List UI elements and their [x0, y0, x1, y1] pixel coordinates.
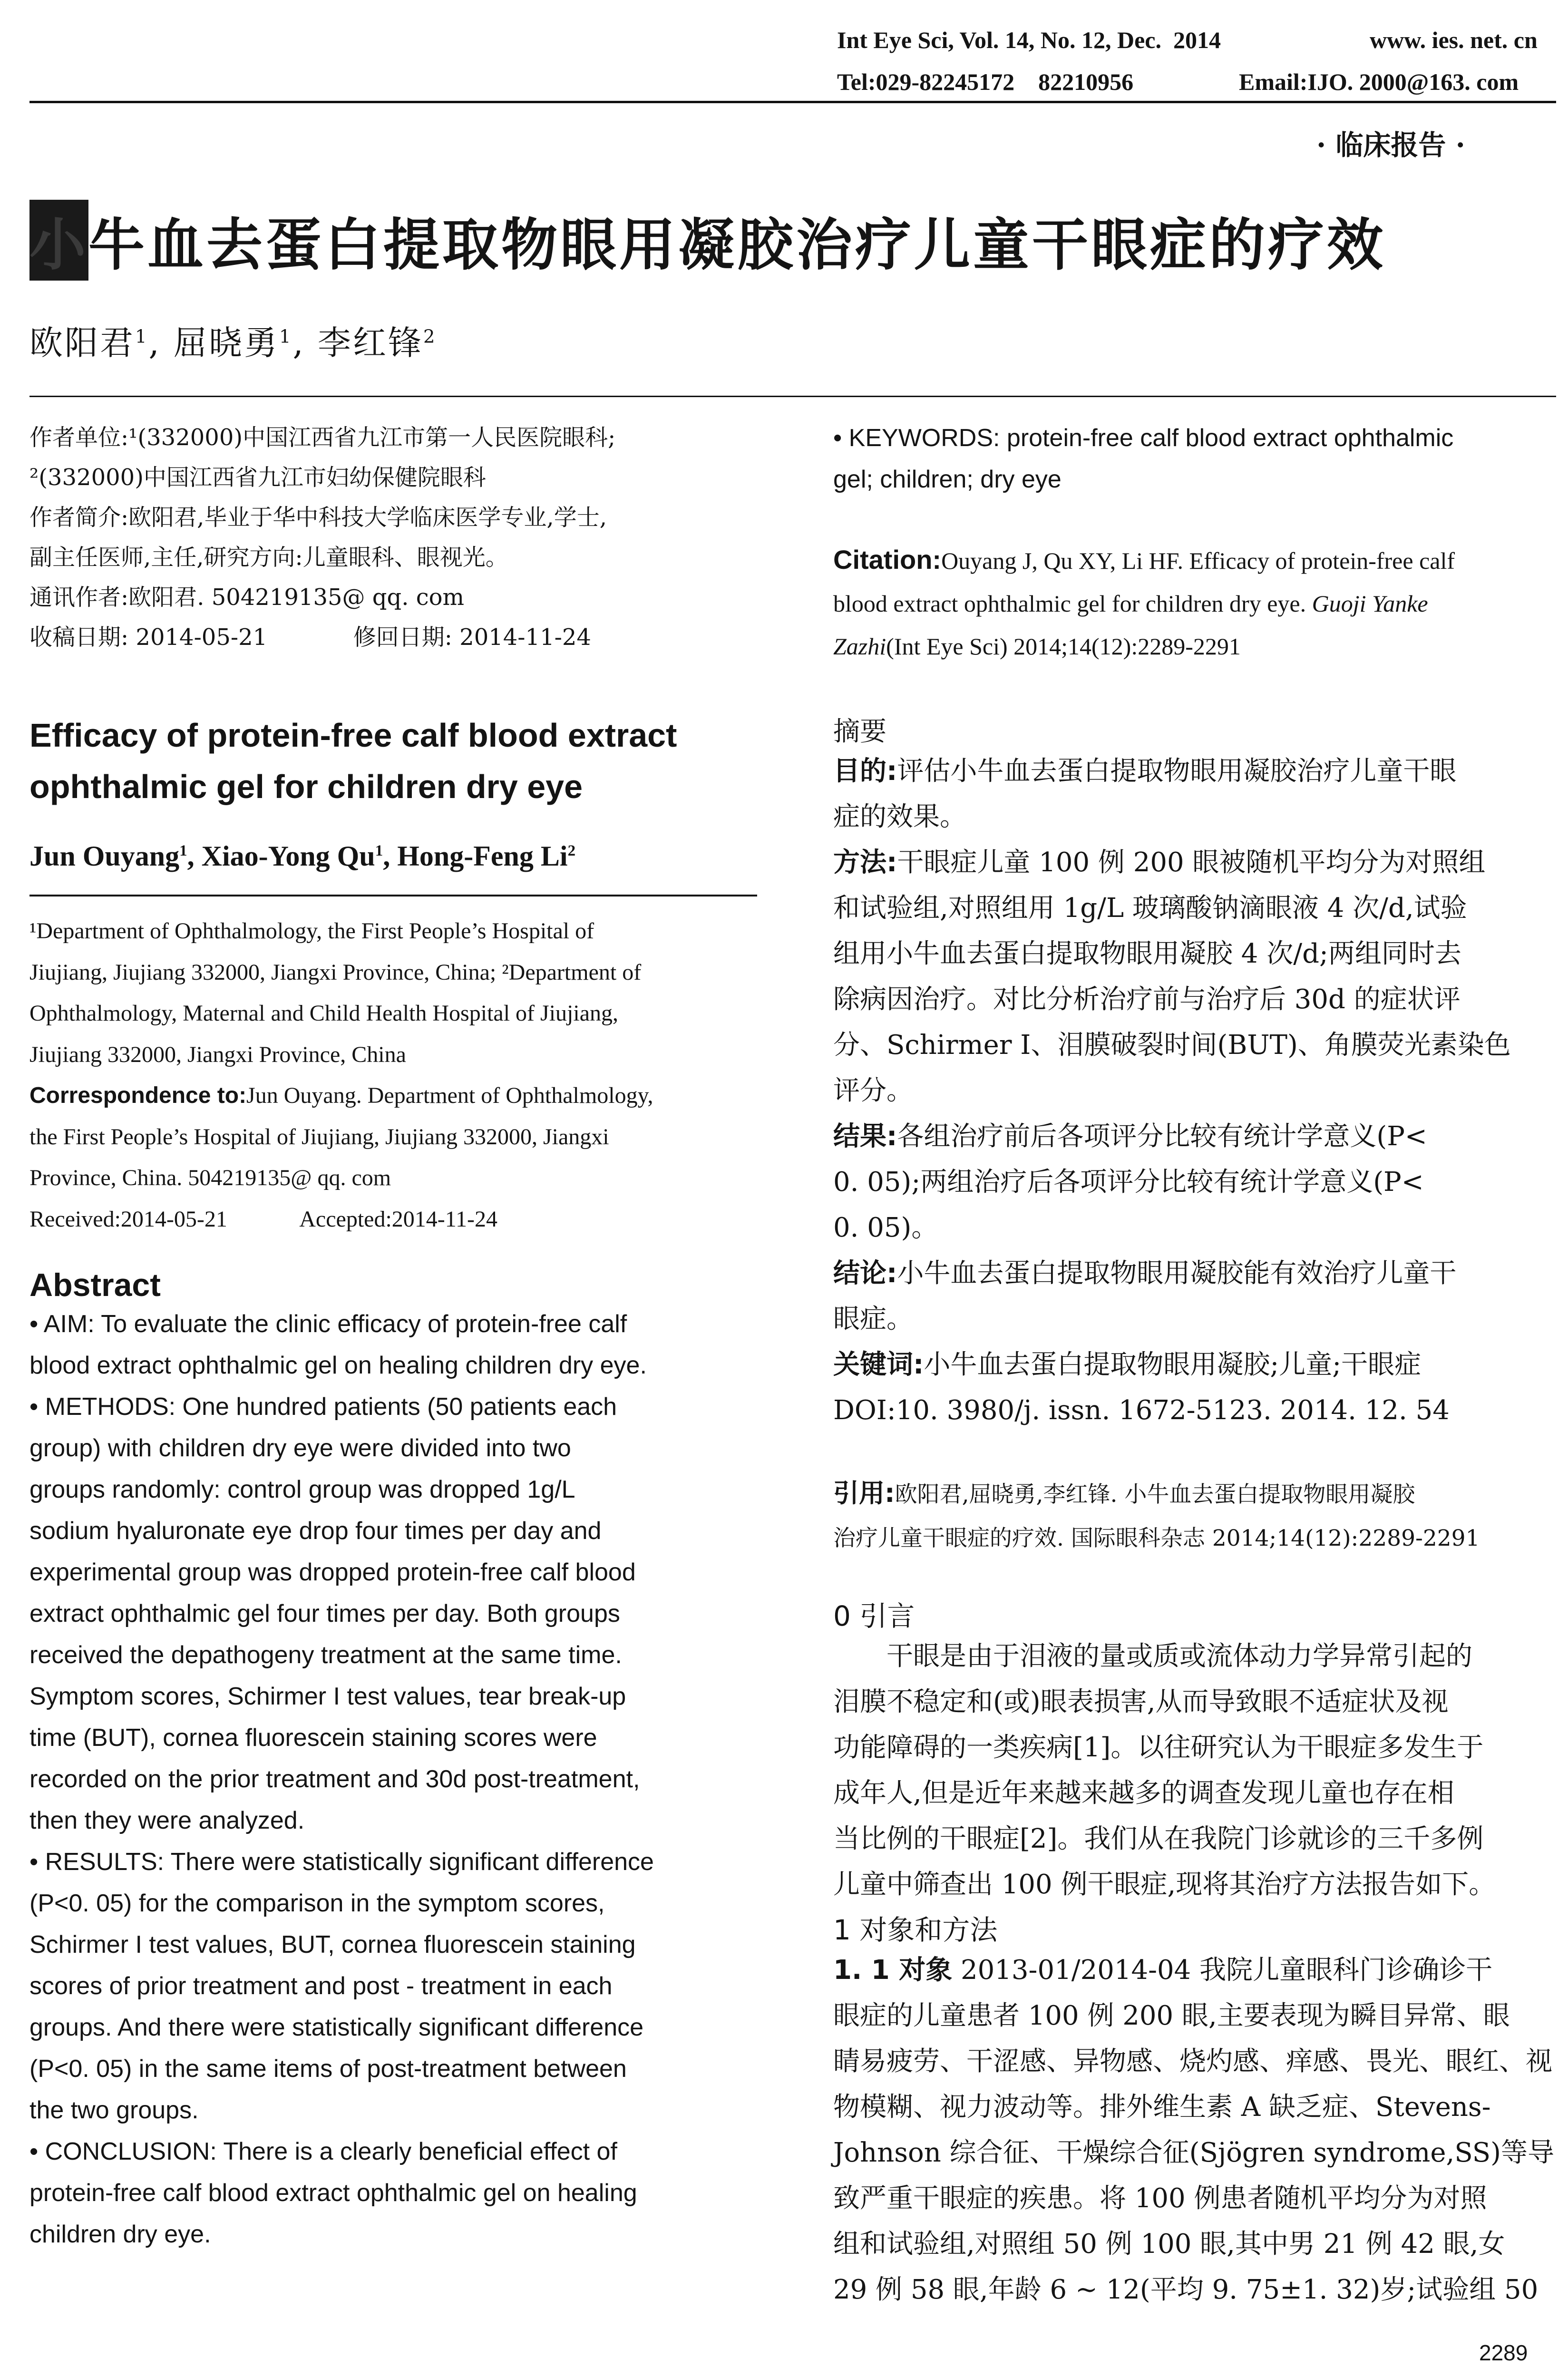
intro-line: 成年人,但是近年来越来越多的调查发现儿童也存在相 [833, 1778, 1454, 1809]
abstract-line: (P<0. 05) for the comparison in the symptom scores, [29, 1890, 605, 1917]
en-affiliation-line: ¹Department of Ophthalmology, the First People’s Hospital of [29, 918, 594, 944]
zhaiyao-text: 0. 05);两组治疗后各项评分比较有统计学意义(P< [833, 1167, 1424, 1198]
abstract-line: sodium hyaluronate eye drop four times per day and [29, 1517, 602, 1545]
zhaiyao-text: 眼症。 [833, 1304, 913, 1335]
en-authors: Jun Ouyang$^1$, Xiao-Yong Qu$^1$, Hong-Feng Li$^2$ [29, 840, 576, 872]
zhaiyao-text: 分、Schirmer Ⅰ、泪膜破裂时间(BUT)、角膜荧光素染色 [833, 1030, 1511, 1061]
zhaiyao-label: 方法: [833, 847, 897, 878]
title-highlight-char: 小 [29, 200, 88, 281]
abstract-line: received the depathogeny treatment at the same time. [29, 1641, 622, 1669]
en-author-name: Xiao-Yong Qu [201, 840, 375, 872]
zhaiyao-label: 结果: [833, 1121, 897, 1152]
abstract-line: groups. And there were statistically significant difference [29, 2014, 644, 2041]
received-date-cn: 收稿日期: 2014-05-21 [29, 624, 268, 651]
intro-line: 干眼是由于泪液的量或质或流体动力学异常引起的 [886, 1641, 1472, 1672]
zhaiyao-item [833, 840, 1556, 886]
en-author-name: Jun Ouyang [29, 840, 180, 872]
abstract-line: (P<0. 05) in the same items of post-treatment between [29, 2055, 627, 2083]
affiliation-line: 作者简介:欧阳君,毕业于华中科技大学临床医学专业,学士, [29, 504, 607, 531]
journal-info: Int Eye Sci, Vol. 14, No. 12, Dec. 2014 [837, 27, 1221, 53]
abstract-line: children dry eye. [29, 2221, 211, 2248]
received-date-en: Received:2014-05-21 [29, 1206, 227, 1232]
abstract-line: time (BUT), cornea fluorescein staining scores were [29, 1724, 597, 1752]
title-text: 牛血去蛋白提取物眼用凝胶治疗儿童干眼症的疗效 [88, 212, 1386, 278]
abstract-heading: Abstract [29, 1267, 161, 1303]
section-tag: · 临床报告 · [1316, 129, 1465, 161]
yinyong [833, 1471, 1556, 1560]
zhaiyao-text: 0. 05)。 [833, 1212, 938, 1243]
methods-line: Johnson 综合征、干燥综合征(Sjögren syndrome,SS)等导 [833, 2137, 1554, 2168]
zhaiyao-text: 干眼症儿童 100 例 200 眼被随机平均分为对照组 [897, 847, 1486, 878]
citation-text: blood extract ophthalmic gel for children dry eye. [833, 590, 1306, 617]
en-affiliation-line: Ophthalmology, Maternal and Child Health Hospital of Jiujiang, [29, 1001, 619, 1026]
authors-rule [29, 396, 1556, 397]
intro-line: 当比例的干眼症[2]。我们从在我院门诊就诊的三千多例 [833, 1823, 1484, 1854]
author-sup: 1 [135, 326, 149, 348]
author-sup: 1 [279, 326, 293, 348]
author-name: 欧阳君 [29, 323, 135, 362]
abstract-line: Schirmer I test values, BUT, cornea fluorescein staining [29, 1931, 636, 1958]
correspondence-text: Province, China. 504219135@ qq. com [29, 1165, 391, 1190]
abstract-line: groups randomly: control group was dropped 1g/L [29, 1476, 575, 1503]
abstract-line: then they were analyzed. [29, 1807, 305, 1834]
en-author-name: Hong-Feng Li [397, 840, 568, 872]
citation-journal: Guoji Yanke [1312, 590, 1428, 617]
author-name: 屈晓勇 [174, 323, 280, 362]
en-affiliation-line: Jiujiang, Jiujiang 332000, Jiangxi Province, China; ²Department of [29, 959, 642, 985]
keywords-line: • KEYWORDS: protein-free calf blood extract ophthalmic [833, 424, 1454, 452]
abstract-body [29, 1304, 756, 2255]
keywords [833, 418, 1556, 500]
dates-cn [29, 617, 756, 657]
methods-line: 29 例 58 眼,年龄 6 ~ 12(平均 9. 75±1. 32)岁;试验组 50 [833, 2274, 1539, 2305]
zhaiyao-text: 评分。 [833, 1075, 913, 1106]
methods-line: 组和试验组,对照组 50 例 100 眼,其中男 21 例 42 眼,女 [833, 2229, 1505, 2260]
zhaiyao-text: 组用小牛血去蛋白提取物眼用凝胶 4 次/d;两组同时去 [833, 938, 1461, 969]
en-dates [29, 1199, 756, 1240]
zhaiyao-text: 各组治疗前后各项评分比较有统计学意义(P< [897, 1121, 1427, 1152]
zhaiyao-label: 结论: [833, 1258, 897, 1289]
journal-website: www. ies. net. cn [1370, 27, 1538, 53]
methods-line [833, 1948, 1556, 1993]
author-name: 李红锋 [318, 323, 424, 362]
methods-line: 睛易疲劳、干涩感、异物感、烧灼感、痒感、畏光、眼红、视 [833, 2046, 1552, 2077]
citation-text: Ouyang J, Qu XY, Li HF. Efficacy of protein-free calf [941, 547, 1455, 574]
authors-cn: 欧阳君$^1$, 屈晓勇$^1$, 李红锋$^2$ [29, 323, 437, 362]
zhaiyao-text: 评估小牛血去蛋白提取物眼用凝胶治疗儿童干眼 [897, 756, 1457, 787]
methods-text: 2013-01/2014-04 我院儿童眼科门诊确诊干 [961, 1955, 1493, 1986]
abstract-line: the two groups. [29, 2096, 199, 2124]
en-title-line: Efficacy of protein-free calf blood extract [29, 717, 677, 754]
author-sup: 2 [423, 326, 437, 348]
correspondence-line [29, 1075, 756, 1117]
abstract-line: scores of prior treatment and post - treatment in each [29, 1972, 613, 2000]
affiliation-cn [29, 418, 756, 657]
abstract-line: recorded on the prior treatment and 30d post-treatment, [29, 1765, 640, 1793]
affiliation-line: ²(332000)中国江西省九江市妇幼保健院眼科 [29, 464, 486, 491]
zhaiyao-heading: 摘要 [833, 716, 886, 747]
citation-line [833, 538, 1556, 582]
left-column [29, 418, 756, 2255]
en-authors-rule [29, 895, 757, 896]
intro-heading: 0 引言 [833, 1600, 915, 1632]
abstract-line: experimental group was dropped protein-free calf blood [29, 1559, 636, 1586]
citation-journal: Zazhi [833, 633, 886, 660]
en-title [29, 710, 756, 812]
zhaiyao-text: 小牛血去蛋白提取物眼用凝胶;儿童;干眼症 [924, 1349, 1422, 1380]
en-affiliation [29, 911, 756, 1240]
abstract-line: Symptom scores, Schirmer I test values, tear break-up [29, 1683, 626, 1710]
affiliation-line: 副主任医师,主任,研究方向:儿童眼科、眼视光。 [29, 544, 508, 571]
abstract-line: protein-free calf blood extract ophthalmic gel on healing [29, 2179, 637, 2207]
intro-body [833, 1634, 1556, 1908]
keywords-line: gel; children; dry eye [833, 466, 1062, 493]
methods-heading: 1 对象和方法 [833, 1914, 998, 1946]
journal-phone: Tel:029-82245172 82210956 [837, 68, 1134, 95]
citation [833, 538, 1556, 668]
methods-line: 致严重干眼症的疾患。将 100 例患者随机平均分为对照 [833, 2183, 1487, 2214]
zhaiyao-item [833, 1342, 1556, 1388]
journal-email: Email:IJO. 2000@163. com [1239, 68, 1519, 95]
en-title-line: ophthalmic gel for children dry eye [29, 768, 583, 805]
affiliation-line: 作者单位:¹(332000)中国江西省九江市第一人民医院眼科; [29, 424, 616, 451]
methods-sub-label: 1. 1 对象 [833, 1955, 953, 1986]
zhaiyao-label: 目的: [833, 756, 897, 787]
zhaiyao-item [833, 1114, 1556, 1159]
abstract-line: blood extract ophthalmic gel on healing children dry eye. [29, 1352, 647, 1379]
yinyong-text: 治疗儿童干眼症的疗效. 国际眼科杂志 2014;14(12):2289-2291 [833, 1525, 1480, 1551]
zhaiyao-item [833, 1251, 1556, 1296]
zhaiyao-text: 小牛血去蛋白提取物眼用凝胶能有效治疗儿童干 [897, 1258, 1457, 1289]
methods-line: 物模糊、视力波动等。排外维生素 A 缺乏症、Stevens- [833, 2092, 1491, 2123]
citation-label: Citation: [833, 545, 942, 575]
yinyong-line [833, 1471, 1556, 1517]
doi: DOI:10. 3980/j. issn. 1672-5123. 2014. 12. 54 [833, 1395, 1450, 1426]
abstract-line: • METHODS: One hundred patients (50 patients each [29, 1393, 617, 1421]
zhaiyao-text: 除病因治疗。对比分析治疗前与治疗后 30d 的症状评 [833, 984, 1461, 1015]
abstract-line: extract ophthalmic gel four times per day. Both groups [29, 1600, 620, 1627]
abstract-line: • CONCLUSION: There is a clearly beneficial effect of [29, 2138, 617, 2165]
citation-text: (Int Eye Sci) 2014;14(12):2289-2291 [886, 633, 1241, 660]
intro-line: 功能障碍的一类疾病[1]。以往研究认为干眼症多发生于 [833, 1732, 1484, 1763]
header-rule [29, 101, 1556, 103]
accepted-date-en: Accepted:2014-11-24 [299, 1206, 497, 1232]
en-affiliation-line: Jiujiang 332000, Jiangxi Province, China [29, 1042, 406, 1067]
abstract-line: • AIM: To evaluate the clinic efficacy of protein-free calf [29, 1310, 627, 1338]
correspondence-text: Jun Ouyang. Department of Ophthalmology, [246, 1083, 653, 1108]
zhaiyao-item [833, 749, 1556, 794]
abstract-line: • RESULTS: There were statistically significant difference [29, 1848, 654, 1876]
zhaiyao-text: 症的效果。 [833, 801, 966, 832]
affiliation-line: 通讯作者:欧阳君. 504219135@ qq. com [29, 584, 465, 611]
zhaiyao-label: 关键词: [833, 1349, 924, 1380]
en-author-sup: 1 [375, 842, 383, 859]
en-author-sup: 1 [179, 842, 187, 859]
intro-line: 儿童中筛查出 100 例干眼症,现将其治疗方法报告如下。 [833, 1869, 1496, 1900]
correspondence-label: Correspondence to: [29, 1083, 247, 1108]
citation-line [833, 582, 1556, 625]
citation-line [833, 625, 1556, 668]
abstract-line: group) with children dry eye were divided into two [29, 1434, 571, 1462]
zhaiyao-text: 和试验组,对照组用 1g/L 玻璃酸钠滴眼液 4 次/d,试验 [833, 893, 1467, 924]
methods-body [833, 1948, 1556, 2313]
methods-line: 眼症的儿童患者 100 例 200 眼,主要表现为瞬目异常、眼 [833, 2000, 1510, 2031]
en-author-sup: 2 [567, 842, 576, 859]
intro-line: 泪膜不稳定和(或)眼表损害,从而导致眼不适症状及视 [833, 1686, 1449, 1717]
zhaiyao-body [833, 749, 1556, 1433]
correspondence-text: the First People’s Hospital of Jiujiang, Jiujiang 332000, Jiangxi [29, 1124, 609, 1150]
revised-date-cn: 修回日期: 2014-11-24 [353, 624, 591, 651]
page-number: 2289 [1479, 2340, 1528, 2365]
right-column [833, 418, 1556, 2313]
yinyong-text: 欧阳君,屈晓勇,李红锋. 小牛血去蛋白提取物眼用凝胶 [895, 1481, 1415, 1508]
yinyong-label: 引用: [833, 1478, 895, 1508]
page-title [29, 200, 1386, 281]
